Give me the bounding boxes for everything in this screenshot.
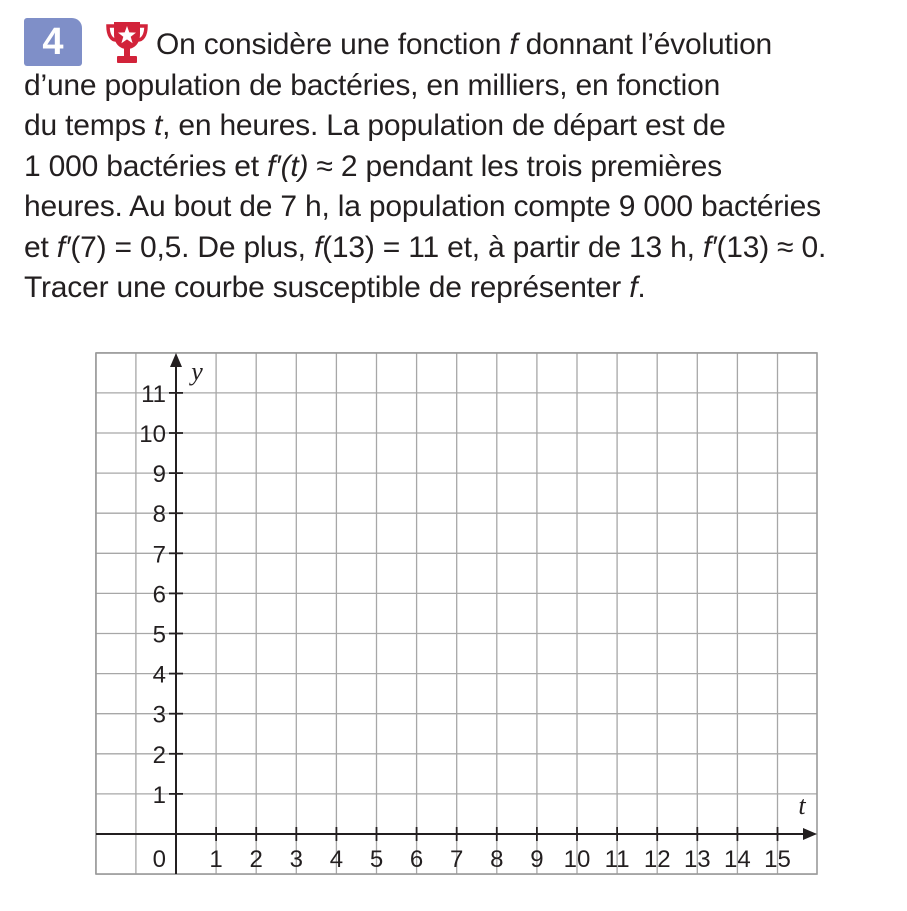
y-tick-label: 1 xyxy=(152,781,166,809)
x-tick-label: 9 xyxy=(530,846,544,873)
x-tick-label: 4 xyxy=(329,846,344,873)
x-tick-label: 14 xyxy=(724,846,751,873)
statement-line: d’une population de bactéries, en milliers, en fonction xyxy=(24,68,721,102)
y-axis-arrow-icon xyxy=(170,353,182,367)
y-tick-label: 5 xyxy=(152,621,166,649)
x-tick-label: 13 xyxy=(683,846,711,873)
y-tick-label: 8 xyxy=(152,501,166,529)
x-tick-label: 1 xyxy=(209,846,223,873)
statement-line: 1 000 bactéries et f′(t) ≈ 2 pendant les trois premières xyxy=(24,149,722,183)
y-tick-label: 7 xyxy=(152,541,166,569)
x-tick-label: 6 xyxy=(409,846,424,873)
exercise-number-badge: 4 xyxy=(24,18,82,66)
y-tick-label: 9 xyxy=(152,461,166,489)
tick-labels xyxy=(139,357,806,873)
statement-line: Tracer une courbe susceptible de représenter f. xyxy=(24,271,646,304)
y-tick-label: 3 xyxy=(152,701,166,729)
y-tick-label: 4 xyxy=(152,661,166,689)
x-tick-label: 3 xyxy=(289,846,303,873)
y-tick-label: 11 xyxy=(141,380,166,408)
y-axis-label: y xyxy=(191,357,203,386)
x-tick-label: 7 xyxy=(450,846,464,873)
tick-marks xyxy=(169,393,778,841)
x-tick-label: 11 xyxy=(604,846,630,873)
statement-line: heures. Au bout de 7 h, la population compte 9 000 bactéries xyxy=(24,190,821,223)
x-tick-label: 15 xyxy=(764,846,791,873)
x-tick-label: 8 xyxy=(490,846,504,873)
statement-line: On considère une fonction f donnant l’évolution xyxy=(156,28,773,61)
grid-lines xyxy=(96,353,817,874)
statement-line: et f′(7) = 0,5. De plus, f(13) = 11 et, à partir de 13 h, f′(13) ≈ 0. xyxy=(24,230,827,264)
y-tick-label: 10 xyxy=(139,421,166,448)
x-tick-label: 5 xyxy=(369,846,384,873)
x-tick-label: 12 xyxy=(643,846,671,873)
x-axis-label: t xyxy=(798,791,806,820)
y-tick-label: 6 xyxy=(152,581,166,609)
statement-line: du temps t, en heures. La population de départ est de xyxy=(24,109,726,142)
origin-label: 0 xyxy=(152,846,166,873)
x-tick-label: 10 xyxy=(563,846,591,873)
y-tick-label: 2 xyxy=(152,741,166,769)
x-axis-arrow-icon xyxy=(803,828,817,840)
x-tick-label: 2 xyxy=(249,846,263,873)
